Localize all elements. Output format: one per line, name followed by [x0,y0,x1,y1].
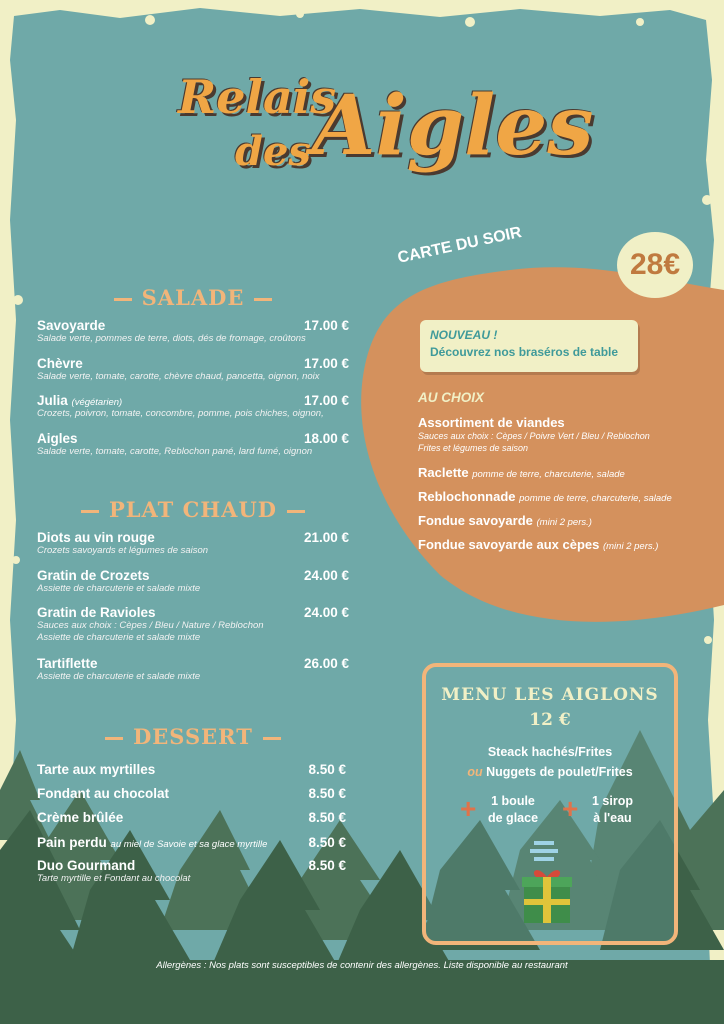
menu-item [37,393,349,420]
item-price: 8.50 € [308,810,346,825]
choice-name: Fondue savoyarde aux cèpes [418,537,600,552]
menu-item [37,431,349,458]
menu-item [37,568,349,595]
section-title-plat-chaud: PLAT CHAUD [37,497,349,522]
item-desc: Assiette de charcuterie et salade mixte [37,671,201,682]
choice-name: Fondue savoyarde [418,513,533,528]
menu-item [37,835,346,850]
menu-item [37,786,346,801]
choice-desc: Frites et légumes de saison [418,443,529,453]
aiglons-or: ou [467,765,483,779]
item-price: 18.00 € [303,431,349,446]
item-price: 8.50 € [308,858,346,873]
menu-item [37,530,349,557]
choice-item [418,465,625,480]
choice-item [418,513,592,528]
logo-word-relais: Relais [178,70,337,124]
item-name: Pain perdu [37,835,107,850]
nouveau-box [420,320,638,372]
aiglons-extra-1: 1 boule de glace [488,794,539,825]
choice-desc: pomme de terre, charcuterie, salade [472,469,625,480]
item-desc: Salade verte, tomate, carotte, Reblochon pané, lard fumé, oignon [37,446,313,457]
item-name: Chèvre [37,356,83,371]
menu-item [37,656,349,683]
aiglons-price: 12 € [529,710,571,730]
item-price: 17.00 € [303,356,349,371]
item-price: 21.00 € [303,530,349,545]
aiglons-extra-2: 1 sirop à l'eau [592,794,633,825]
plus-icon: + [562,793,579,824]
choice-desc: (mini 2 pers.) [602,541,659,552]
item-desc: Tarte myrtille et Fondant au chocolat [37,873,191,884]
item-desc: Crozets savoyards et légumes de saison [37,545,209,556]
au-choix-title: AU CHOIX [418,390,485,405]
choice-desc: (mini 2 pers.) [536,517,592,528]
item-name: Crème brûlée [37,810,124,825]
item-name: Savoyarde [37,318,106,333]
choice-name: Assortiment de viandes [418,415,565,430]
choice-desc: Sauces aux choix : Cèpes / Poivre Vert / Bleu / Reblochon [418,431,650,441]
aiglons-menu-box [422,663,678,945]
choice-item [418,415,650,454]
item-name: Fondant au chocolat [37,786,170,801]
aiglons-line2-row [426,765,674,779]
item-price: 26.00 € [303,656,349,671]
item-name: Gratin de Ravioles [37,605,156,620]
allergen-footer: Allergènes : Nos plats sont susceptibles de contenir des allergènes. Liste disponible au restaurant [156,960,568,971]
item-desc: Salade verte, tomate, carotte, chèvre chaud, pancetta, oignon, noix [37,371,320,382]
item-name: Tarte aux myrtilles [37,762,156,777]
section-title-salade: SALADE [37,285,349,310]
menu-item [37,356,349,383]
aiglons-line1: Steack hachés/Frites [487,745,613,759]
gift-icon [520,839,574,929]
item-price: 17.00 € [303,393,349,408]
carte-price-badge: 28€ [617,232,693,298]
nouveau-title: NOUVEAU ! [430,328,498,342]
item-name: Diots au vin rouge [37,530,155,545]
menu-item [37,318,349,345]
item-desc: Sauces aux choix : Cèpes / Bleu / Nature / Reblochon [37,620,264,631]
carte-du-soir-label: CARTE DU SOIR [396,223,524,267]
choice-item [418,489,672,504]
aiglons-title: MENU LES AIGLONS [441,685,659,705]
item-name: Tartiflette [37,656,98,671]
item-name: Julia [37,393,68,408]
item-price: 8.50 € [308,786,346,801]
item-name: Aigles [37,431,78,446]
item-tag: (végétarien) [71,397,123,408]
menu-item [37,605,349,644]
item-price: 24.00 € [303,605,349,620]
item-price: 8.50 € [308,762,346,777]
menu-item [37,858,346,885]
logo-word-aigles: Aigles [312,78,594,174]
choice-desc: pomme de terre, charcuterie, salade [519,493,672,504]
menu-item [37,810,346,825]
choice-name: Raclette [418,465,469,480]
item-desc: au miel de Savoie et sa glace myrtille [110,839,268,850]
logo-word-des: des [235,128,311,175]
item-price: 8.50 € [308,835,346,850]
item-desc: Assiette de charcuterie et salade mixte [37,583,201,594]
item-price: 24.00 € [303,568,349,583]
aiglons-line2: Nuggets de poulet/Frites [486,765,633,779]
item-desc: Crozets, poivron, tomate, concombre, pomme, pois chiches, oignon, [37,408,324,419]
choice-name: Reblochonnade [418,489,516,504]
item-desc: Assiette de charcuterie et salade mixte [37,632,201,643]
section-title-dessert: DESSERT [37,724,349,749]
nouveau-text: Découvrez nos braséros de table [430,345,619,359]
choice-item [418,537,658,552]
menu-item [37,762,346,777]
item-name: Duo Gourmand [37,858,136,873]
plus-icon: + [460,793,477,824]
item-name: Gratin de Crozets [37,568,150,583]
item-price: 17.00 € [303,318,349,333]
item-desc: Salade verte, pommes de terre, diots, dés de fromage, croûtons [37,333,306,344]
